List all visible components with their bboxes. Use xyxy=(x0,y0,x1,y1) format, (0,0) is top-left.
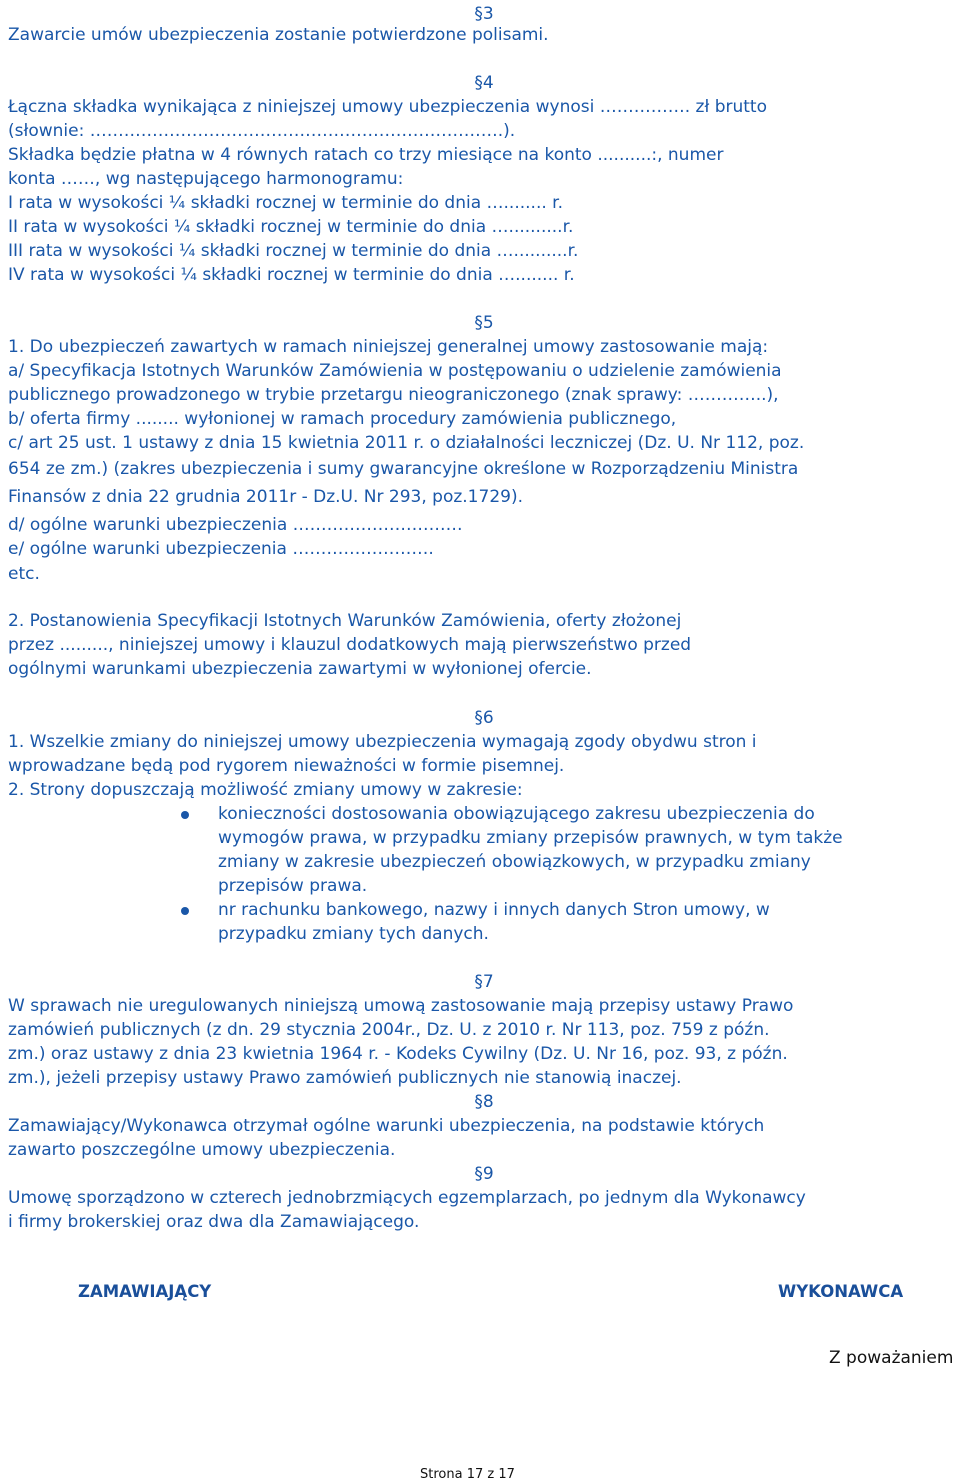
installment-1-line: I rata w wysokości ¼ składki rocznej w terminie do dnia …........ r. xyxy=(8,193,563,213)
section-4-header: §4 xyxy=(474,73,494,93)
bullet-1-line: konieczności dostosowania obowiązującego zakresu ubezpieczenia do xyxy=(218,804,815,824)
page-footer: Strona 17 z 17 xyxy=(420,1467,515,1482)
section-7-line: zm.) oraz ustawy z dnia 23 kwietnia 1964 r. - Kodeks Cywilny (Dz. U. Nr 16, poz. 93, z późn. xyxy=(8,1044,788,1064)
bullet-2-line: nr rachunku bankowego, nazwy i innych danych Stron umowy, w xyxy=(218,900,770,920)
section-6-line: 1. Wszelkie zmiany do niniejszej umowy ubezpieczenia wymagają zgody obydwu stron i xyxy=(8,732,757,752)
bullet-1-line: zmiany w zakresie ubezpieczeń obowiązkowych, w przypadku zmiany xyxy=(218,852,811,872)
section-5-line: 1. Do ubezpieczeń zawartych w ramach niniejszej generalnej umowy zastosowanie mają: xyxy=(8,337,769,357)
section-6-line: wprowadzane będą pod rygorem nieważności w formie pisemnej. xyxy=(8,756,565,776)
section-4-line: konta ……, wg następującego harmonogramu: xyxy=(8,169,404,189)
bullet-dot xyxy=(181,811,189,819)
section-4-line: Składka będzie płatna w 4 równych ratach co trzy miesiące na konto ..........:, numer xyxy=(8,145,724,165)
section-3-header: §3 xyxy=(474,4,494,24)
section-8-header: §8 xyxy=(474,1092,494,1112)
bullet-1-line: przepisów prawa. xyxy=(218,876,368,896)
section-5-line: b/ oferta firmy ........ wyłonionej w ramach procedury zamówienia publicznego, xyxy=(8,409,677,429)
section-5-line: a/ Specyfikacja Istotnych Warunków Zamówienia w postępowaniu o udzielenie zamówienia xyxy=(8,361,782,381)
section-7-header: §7 xyxy=(474,972,494,992)
section-5-line: 654 ze zm.) (zakres ubezpieczenia i sumy gwarancyjne określone w Rozporządzeniu Ministra xyxy=(8,459,799,479)
section-5-line: c/ art 25 ust. 1 ustawy z dnia 15 kwietnia 2011 r. o działalności leczniczej (Dz. U. Nr 112, poz. xyxy=(8,433,805,453)
section-7-line: zm.), jeżeli przepisy ustawy Prawo zamówień publicznych nie stanowią inaczej. xyxy=(8,1068,682,1088)
section-5-line: publicznego prowadzonego w trybie przetargu nieograniczonego (znak sprawy: …………..), xyxy=(8,385,779,405)
closing-text: Z poważaniem xyxy=(829,1348,954,1368)
signature-left-label: ZAMAWIAJĄCY xyxy=(78,1282,212,1301)
section-8-line: Zamawiający/Wykonawca otrzymał ogólne warunki ubezpieczenia, na podstawie których xyxy=(8,1116,765,1136)
section-9-line: i firmy brokerskiej oraz dwa dla Zamawiającego. xyxy=(8,1212,420,1232)
section-9-line: Umowę sporządzono w czterech jednobrzmiących egzemplarzach, po jednym dla Wykonawcy xyxy=(8,1188,806,1208)
bullet-2-line: przypadku zmiany tych danych. xyxy=(218,924,489,944)
section-5-line: Finansów z dnia 22 grudnia 2011r - Dz.U. Nr 293, poz.1729). xyxy=(8,487,523,507)
installment-4-line: IV rata w wysokości ¼ składki rocznej w terminie do dnia …........ r. xyxy=(8,265,575,285)
section-6-line: 2. Strony dopuszczają możliwość zmiany umowy w zakresie: xyxy=(8,780,523,800)
section-5-header: §5 xyxy=(474,313,494,333)
section-7-line: W sprawach nie uregulowanych niniejszą umową zastosowanie mają przepisy ustawy Prawo xyxy=(8,996,794,1016)
bullet-dot xyxy=(181,907,189,915)
section-5-line: ogólnymi warunkami ubezpieczenia zawartymi w wyłonionej ofercie. xyxy=(8,659,592,679)
section-5-line: d/ ogólne warunki ubezpieczenia ………………………… xyxy=(8,515,463,535)
signature-right-label: WYKONAWCA xyxy=(778,1282,904,1301)
section-9-header: §9 xyxy=(474,1164,494,1184)
installment-2-line: II rata w wysokości ¼ składki rocznej w terminie do dnia …..........r. xyxy=(8,217,574,237)
section-4-line: (słownie: ……………………………………………………………….). xyxy=(8,121,516,141)
section-5-line: przez ........., niniejszej umowy i klauzul dodatkowych mają pierwszeństwo przed xyxy=(8,635,692,655)
section-8-line: zawarto poszczególne umowy ubezpieczenia. xyxy=(8,1140,396,1160)
bullet-1-line: wymogów prawa, w przypadku zmiany przepisów prawnych, w tym także xyxy=(218,828,843,848)
section-5-line: e/ ogólne warunki ubezpieczenia ……………………. xyxy=(8,539,434,559)
section-7-line: zamówień publicznych (z dn. 29 stycznia 2004r., Dz. U. z 2010 r. Nr 113, poz. 759 z późn. xyxy=(8,1020,770,1040)
section-5-line: 2. Postanowienia Specyfikacji Istotnych Warunków Zamówienia, oferty złożonej xyxy=(8,611,682,631)
section-3-line: Zawarcie umów ubezpieczenia zostanie potwierdzone polisami. xyxy=(8,25,549,45)
section-6-header: §6 xyxy=(474,708,494,728)
section-5-line: etc. xyxy=(8,564,40,584)
installment-3-line: III rata w wysokości ¼ składki rocznej w terminie do dnia …..........r. xyxy=(8,241,579,261)
section-4-line: Łączna składka wynikająca z niniejszej umowy ubezpieczenia wynosi ……………. zł brutto xyxy=(8,97,767,117)
